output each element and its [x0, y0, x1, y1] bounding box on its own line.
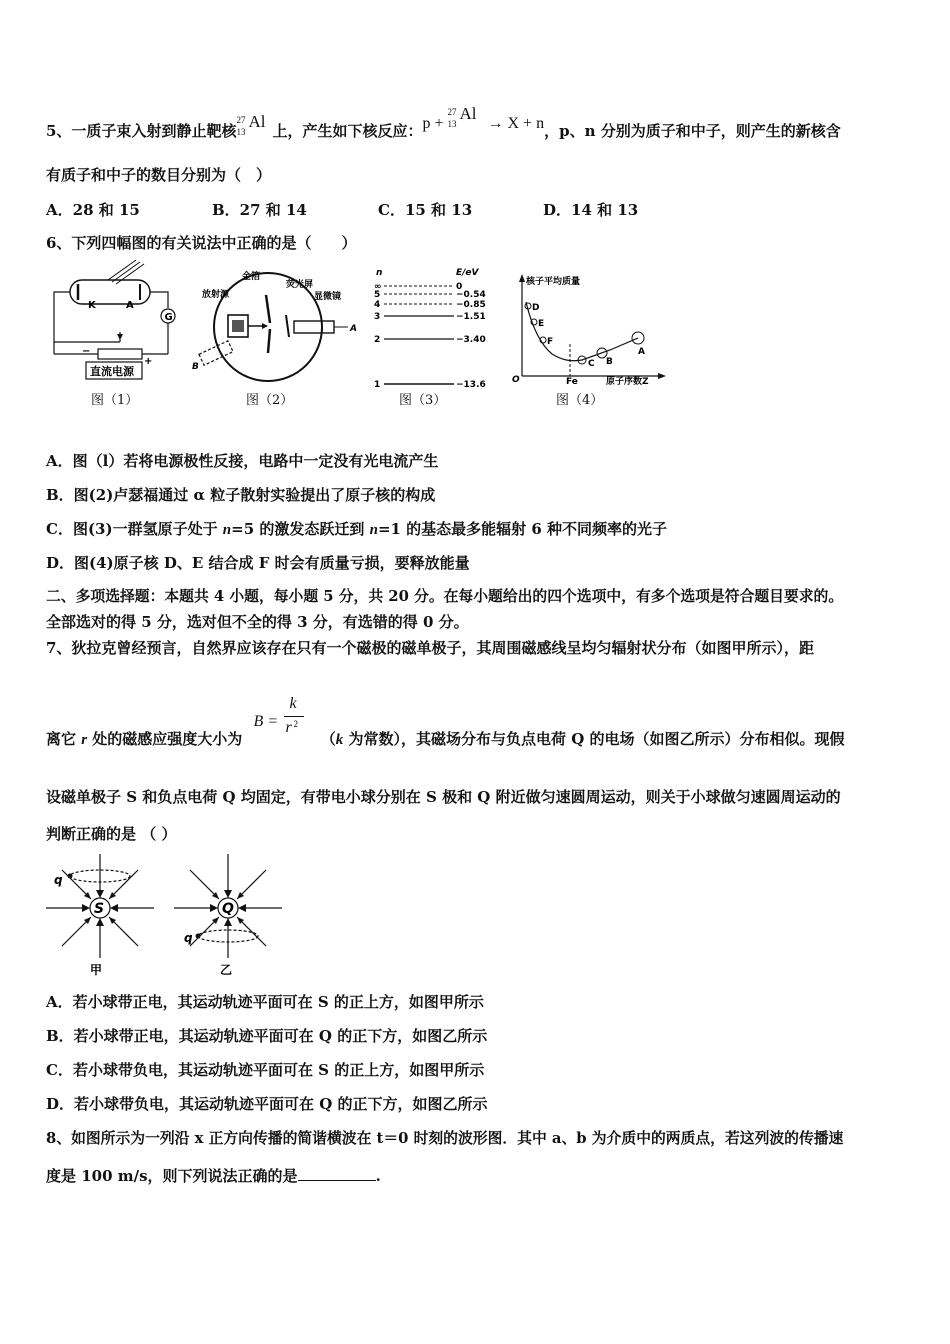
- q7-stem-line2: 离它 r 处的磁感应强度大小为 B = k r 2 （k 为常数），其磁场分布与负点电荷 Q 的电场（如图乙所示）分布相似。现假: [46, 695, 845, 748]
- fig1-a-label: A: [126, 300, 134, 311]
- svg-text:−3.40: −3.40: [456, 335, 486, 345]
- fig4-point-f: F: [547, 337, 554, 347]
- fig1-minus-label: −: [82, 346, 91, 357]
- fig2-gold-foil-label: 金箔: [242, 272, 261, 282]
- q6-option-a[interactable]: A．图（l）若将电源极性反接，电路中一定没有光电流产生: [46, 452, 439, 470]
- svg-text:3: 3: [374, 312, 381, 322]
- reaction-equation: p + 27 13 Al → X + n: [422, 104, 545, 132]
- fig-yi-charge-label: q: [184, 931, 193, 945]
- fig1-plus-label: +: [144, 356, 153, 367]
- figure-3-caption: 图（3）: [399, 393, 447, 408]
- q6-stem: 6、下列四幅图的有关说法中正确的是（ ）: [46, 234, 357, 252]
- q7-stem-line3: 设磁单极子 S 和负点电荷 Q 均固定，有带电小球分别在 S 极和 Q 附近做匀速圆周运动，则关于小球做匀速圆周运动的: [46, 788, 841, 806]
- fig2-microscope-label: 显微镜: [314, 292, 342, 302]
- q6-option-c[interactable]: C．图(3)一群氢原子处于 n=5 的激发态跃迁到 n=1 的基态最多能辐射 6 种不同频率的光子: [46, 520, 668, 538]
- q7-option-c[interactable]: C．若小球带负电，其运动轨迹平面可在 S 的正上方，如图甲所示: [46, 1061, 485, 1079]
- svg-text:∞: ∞: [374, 282, 382, 292]
- q6-option-d[interactable]: D．图(4)原子核 D、E 结合成 F 时会有质量亏损，要释放能量: [46, 554, 470, 572]
- svg-text:2: 2: [374, 335, 381, 345]
- q5-option-c[interactable]: C．15 和 13: [378, 201, 473, 219]
- q5-mid: 上，产生如下核反应：: [272, 122, 423, 140]
- fig3-level: [374, 282, 462, 292]
- fig4-point-c: C: [588, 359, 595, 369]
- fig3-level: [374, 290, 486, 300]
- q5-suffix: ，p、n 分别为质子和中子，则产生的新核含: [544, 122, 841, 140]
- q5-prefix: 5、一质子束入射到静止靶核: [46, 122, 237, 140]
- figure-3-energy-levels: [370, 265, 490, 390]
- svg-text:1: 1: [374, 380, 381, 390]
- section2-instructions-line1: 二、多项选择题：本题共 4 小题，每小题 5 分，共 20 分。在每小题给出的四个选项中，有多个选项是符合题目要求的。: [46, 588, 844, 605]
- aluminum-nucleus: 27 13 Al: [236, 112, 266, 137]
- fig4-fe-label: Fe: [566, 377, 578, 387]
- fig-jia-charge-label: q: [54, 873, 63, 887]
- q5-option-a[interactable]: A．28 和 15: [46, 201, 140, 219]
- figure-jia-monopole: [44, 852, 156, 977]
- fig4-y-axis-label: 核子平均质量: [526, 277, 581, 287]
- fig-jia-center-label: S: [94, 901, 105, 917]
- q5-stem-line1: [46, 104, 841, 142]
- svg-text:0: 0: [456, 282, 463, 292]
- svg-text:4: 4: [374, 300, 381, 310]
- svg-text:−13.6: −13.6: [456, 380, 486, 390]
- q7-stem-line4: 判断正确的是 （ ）: [46, 825, 177, 843]
- figure-2-caption: 图（2）: [246, 393, 294, 408]
- fig3-e-header: E/eV: [456, 268, 479, 278]
- figure-4-caption: 图（4）: [556, 393, 604, 408]
- fig3-level: [374, 300, 486, 310]
- svg-text:−0.85: −0.85: [456, 300, 486, 310]
- q8-stem-line2: 度是 100 m/s，则下列说法正确的是 .: [46, 1167, 381, 1185]
- q7-option-b[interactable]: B．若小球带正电，其运动轨迹平面可在 Q 的正下方，如图乙所示: [46, 1027, 488, 1045]
- fig2-b-label: B: [192, 362, 199, 372]
- q5-stem-line2: 有质子和中子的数目分别为（ ）: [46, 166, 272, 184]
- fig-jia-caption: 甲: [90, 963, 103, 977]
- section2-instructions-line2: 全部选对的得 5 分，选对但不全的得 3 分，有选错的得 0 分。: [46, 613, 469, 631]
- q7-stem-line1: 7、狄拉克曾经预言，自然界应该存在只有一个磁极的磁单极子，其周围磁感线呈均匀辐射状分布（如图甲所示），距: [46, 639, 814, 657]
- fig4-point-e: E: [538, 319, 545, 329]
- q5-option-b[interactable]: B．27 和 14: [212, 201, 307, 219]
- svg-text:5: 5: [374, 290, 381, 300]
- fig1-k-label: K: [88, 300, 96, 311]
- fig-yi-center-label: Q: [222, 901, 234, 917]
- fig1-galvanometer-label: G: [164, 312, 173, 323]
- svg-text:−0.54: −0.54: [456, 290, 486, 300]
- q8-stem-line1: 8、如图所示为一列沿 x 正方向传播的简谐横波在 t＝0 时刻的波形图．其中 a、b 为介质中的两质点，若这列波的传播速: [46, 1130, 844, 1147]
- q6-option-b[interactable]: B．图(2)卢瑟福通过 α 粒子散射实验提出了原子核的构成: [46, 486, 436, 504]
- fig3-level: [374, 312, 486, 322]
- fig4-origin-label: O: [512, 375, 520, 385]
- fig4-point-b: B: [606, 357, 613, 367]
- answer-blank[interactable]: [298, 1166, 376, 1181]
- fig3-n-header: n: [376, 268, 383, 278]
- q5-option-d[interactable]: D．14 和 13: [543, 201, 639, 219]
- q7-option-a[interactable]: A．若小球带正电，其运动轨迹平面可在 S 的正上方，如图甲所示: [46, 993, 484, 1011]
- figure-yi-negative-charge: [172, 852, 284, 977]
- fig2-a-label: A: [350, 324, 357, 334]
- figure-2-rutherford-apparatus: [190, 265, 360, 385]
- fig3-level: [374, 335, 486, 345]
- fig-yi-caption: 乙: [220, 963, 233, 977]
- fig4-point-d: D: [532, 303, 540, 313]
- svg-text:−1.51: −1.51: [456, 312, 486, 322]
- q7-option-d[interactable]: D．若小球带负电，其运动轨迹平面可在 Q 的正下方，如图乙所示: [46, 1095, 488, 1113]
- fig2-source-label: 放射源: [202, 290, 230, 300]
- field-formula: B = k r 2: [252, 724, 312, 744]
- fig4-x-axis-label: 原子序数Z: [606, 377, 649, 387]
- figure-1-caption: 图（1）: [91, 393, 139, 408]
- fig4-point-a: A: [638, 347, 645, 357]
- figure-1-photoelectric-circuit: [48, 258, 183, 383]
- figure-4-nucleon-mass-curve: [510, 272, 670, 387]
- fig2-screen-label: 荧光屏: [286, 280, 314, 290]
- fig1-power-source-label: 直流电源: [90, 365, 134, 378]
